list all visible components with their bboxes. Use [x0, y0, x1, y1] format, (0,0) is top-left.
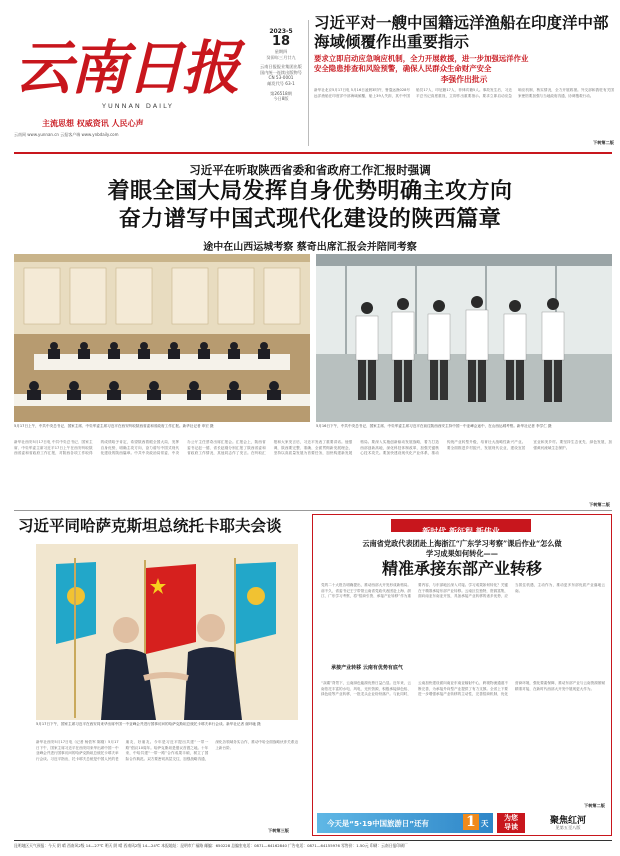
study-kicker2: 学习成果如何转化——	[426, 549, 498, 558]
date-panel	[256, 28, 306, 148]
rule-middle	[14, 510, 612, 511]
date-weekday: 星期四	[274, 49, 288, 54]
main-story-sub: 途中在山西运城考察 蔡奇出席汇报会并陪同考察	[203, 242, 417, 253]
footer-info: 昆明地区天气预报：今天 阴 晴 西南风2级 14—27℃ 明天 阴 晴 西南风2级 14—24℃ 本报地址：昆明市广福路 邮编：650228 总编室电话：0871—64162840 广告电话：0871—64155976 零售价：1.50元 印刷：云南日报印刷厂	[14, 843, 408, 848]
masthead-english: YUNNAN DAILY	[102, 102, 174, 110]
tourism-ad-unit: 天	[481, 819, 489, 828]
study-banner-text: 新时代 新征程 新伟业	[422, 527, 500, 536]
issn: CN 53-0001	[268, 75, 294, 81]
top-story-title: 习近平对一艘中国籍远洋渔船在印度洋中部海域倾覆作出重要指示	[314, 13, 609, 51]
top-story	[314, 14, 614, 148]
study-kicker: 云南省党政代表团赴上海浙江“广东学习考察”课后作业“怎么做	[362, 539, 562, 548]
main-story-title2: 奋力谱写中国式现代化建设的陕西篇章	[118, 206, 502, 232]
guide-headline[interactable]: 聚焦红河	[549, 816, 586, 826]
masthead-slogan: 主流思想 权威资讯 人民心声	[42, 119, 144, 128]
study-banner	[391, 519, 531, 536]
post-code: 邮发代号 63-1	[267, 80, 295, 86]
photo-meeting	[14, 254, 310, 422]
rule-top	[14, 152, 612, 154]
date-year-month: 2023-5	[269, 28, 293, 35]
study-title: 精准承接东部产业转移	[381, 559, 542, 578]
masthead-sites: 云南网 www.yunnan.cn 云报客户端 www.ynbdaily.com	[14, 132, 119, 137]
date-lunar: 癸卯年三月廿九	[266, 54, 296, 60]
issue-number: 第26518期	[270, 90, 292, 96]
study-section-heading: 承接产业转移 云南有优势有底气	[331, 665, 403, 671]
kazakh-story-title: 习近平同哈萨克斯坦总统托卡耶夫会谈	[18, 516, 282, 535]
kazakh-story-body: 新华社西安5月17日电（记者 杨依军 陈刚）5月17日下午，国家主席习近平在西安同来华出席中国－中亚峰会并进行国事访问的哈萨克斯坦总统托卡耶夫举行会谈。习近平指出，托卡耶夫总统是中国人民的老朋友、好朋友。今年是习近平提出共建“一带一路”倡议10周年。哈萨克斯坦是倡议首倡之地。十年来，中哈共建“一带一路”合作成果丰硕，树立了国际合作典范。双方要密切高层交往，加强战略沟通，深化各领域务实合作，推动中哈全面战略伙伴关系迈上新台阶。	[36, 740, 298, 761]
top-story-body: 新华社北京5月17日电 5月16日凌晨3时许，鲁蓬远渔028号远洋渔船在印度洋中部海域倾覆，船上39人失踪，其中中国船员17人、印尼籍17人、菲律宾籍5人。事故发生后，习近平总书记高度重视，立即作出重要指示。要求立即启动应急响应机制，核实情况，全力开展救援。外交部和我驻有关国家使馆要加强与当地政府沟通，协调搜救行动。	[314, 88, 614, 98]
top-story-continued: 下转第二版	[593, 140, 614, 146]
top-story-sub3: 李强作出批示	[440, 75, 488, 84]
study-continued: 下转第二版	[584, 803, 605, 808]
serial-label: 国内统一连续出版物号	[260, 69, 302, 75]
caption-inspection: 5月16日下午，中共中央总书记、国家主席、中央军委主席习近平在前往陕西西安主持中国－中亚峰会途中，在山西运城考察。新华社记者 李学仁 摄	[316, 424, 552, 428]
caption-meeting: 5月17日上午，中共中央总书记、国家主席、中央军委主席习近平在西安听取陕西省委和省政府工作汇报。新华社记者 申宏 摄	[14, 424, 214, 428]
study-story-box	[312, 514, 612, 836]
main-story-body: 新华社西安5月17日电 中共中央总书记、国家主席、中央军委主席习近平17日上午在西安听取陕西省委和省政府工作汇报，对陕西各项工作取得的成绩给予肯定，希望陕西着眼全国大局，发挥自身优势，明确主攻方向，奋力谱写中国式现代化建设的陕西篇章。中共中央政治局常委、中央办公厅主任蔡奇出席汇报会。汇报会上，陕西省委书记赵一德、省长赵刚分别汇报了陕西省委和省政府工作情况，其他同志作了发言。在听取汇报和大家发言后，习近平发表了重要讲话。他强调，陕西要完整、准确、全面贯彻新发展理念，坚持以高质量发展为首要任务，加快构建新发展格局。要深入实施创新驱动发展战略，着力打造西部创新高地，深化科技体制改革，加强关键核心技术攻关。要加快建设现代化产业体系，推动传统产业转型升级，培育壮大战略性新兴产业。要全面推进乡村振兴，发展现代农业，建设宜居宜业和美乡村。要坚持生态优先、绿色发展，加强黄河流域生态保护。	[14, 440, 612, 456]
page-count: 今日8版	[273, 96, 289, 102]
top-story-sub2: 安全隐患排查和风险预警，确保人民群众生命财产安全	[314, 64, 492, 73]
date-day: 18	[271, 34, 291, 49]
publisher: 云南日报报业集团出版	[260, 64, 302, 70]
kazakh-story-continued: 下转第三版	[268, 828, 289, 833]
guide-label: 为您导读	[504, 814, 518, 831]
study-body-2: “双碳”背景下，云南绿色能源优势日益凸显。近年来，云南依托丰富的水电、风电、光伏资源，积极承接绿色铝、绿色硅等产业转移，一批龙头企业纷纷落户。与此同时，云南加快建设面向南亚东南亚辐射中心，跨境物流通道不断完善，为承接外向型产业提供了有力支撑。全省上下要进一步增强承接产业转移的主动性，完善招商机制，优化营商环境，强化要素保障，推动东部产业与云南资源禀赋精准对接，在新时代西部大开发中展现更大作为。	[321, 681, 605, 697]
tourism-ad[interactable]	[317, 813, 493, 833]
guide-page: 见第五至八版	[555, 825, 581, 830]
masthead-divider	[308, 20, 309, 146]
top-story-sub1: 要求立即启动应急响应机制，全力开展救援，进一步加强远洋作业	[314, 54, 529, 63]
photo-inspection	[316, 254, 612, 422]
study-body-1: 党的二十大报告明确提出，推动西部大开发形成新格局。前不久，省委书记王宁带领云南省党政代表团赴上海、浙江、广东学习考察，将“招商引资、承接产业转移”作为重要内容，与东部地区深入对接。学习成果如何转化？关键在于精准承接东部产业转移。云南区位独特，资源富集，面向南亚东南亚开放，具备承接产业转移的诸多优势，应当抓住机遇，主动作为，推动更多东部优质产业落地云南。	[321, 583, 605, 599]
rule-footer	[14, 840, 612, 841]
tourism-ad-days: 1	[463, 814, 479, 830]
main-story-kicker: 习近平在听取陕西省委和省政府工作汇报时强调	[189, 163, 431, 177]
tourism-ad-text: 今天是“5·19中国旅游日”还有	[327, 819, 429, 828]
guide-label-box	[497, 813, 525, 833]
masthead-logo: 云南日报	[14, 34, 239, 102]
photo-kazakh-meeting	[36, 544, 298, 720]
caption-kazakh: 5月17日下午，国家主席习近平在西安同来华出席中国－中亚峰会并进行国事访问的哈萨克斯坦总统托卡耶夫举行会谈。新华社记者 谢环驰 摄	[36, 722, 261, 726]
main-story-title1: 着眼全国大局发挥自身优势明确主攻方向	[107, 178, 513, 204]
main-story-continued: 下转第二版	[589, 502, 610, 507]
